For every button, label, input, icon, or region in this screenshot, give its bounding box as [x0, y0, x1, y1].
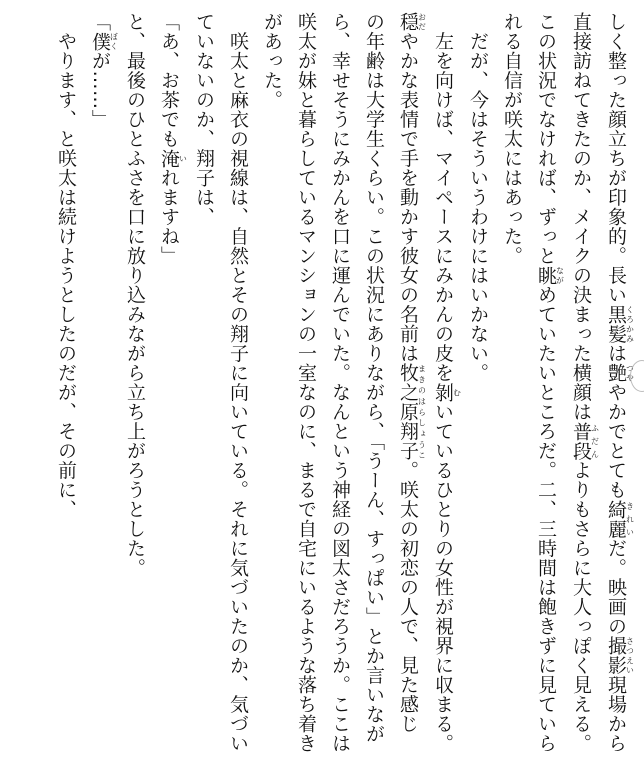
text-line — [323, 12, 357, 764]
ruby-word — [605, 304, 635, 344]
ruby-base: 牧之原翔子 — [397, 363, 419, 461]
text-segment: 左を向けば、マイペースにみかんの皮を — [432, 12, 454, 383]
furigana: きれい — [625, 499, 635, 539]
furigana: おだ — [417, 12, 427, 32]
text-segment: いているひとりの女性が視界に収まる。 — [432, 402, 454, 753]
ruby-word — [605, 499, 635, 539]
text-line — [49, 12, 83, 764]
ruby-word — [432, 382, 462, 403]
ruby-word — [535, 265, 565, 286]
text-line — [255, 12, 289, 764]
text-line — [495, 12, 529, 764]
text-segment: 直接訪ねてきたのか、メイクの決まった横顔は — [570, 12, 592, 422]
text-line — [599, 12, 634, 764]
ruby-word — [605, 636, 635, 675]
text-segment: しく整った顔立ちが印象的。長い — [605, 12, 627, 305]
text-line — [118, 12, 152, 764]
text-segment: だ。映画の — [605, 538, 627, 636]
ruby-base: 綺麗 — [605, 499, 627, 539]
furigana: ぼく — [109, 31, 119, 51]
text-segment: やかでとても — [605, 382, 627, 500]
ruby-word — [158, 148, 188, 169]
furigana: くろかみ — [625, 304, 635, 344]
ruby-base: 眺 — [535, 265, 557, 285]
text-segment: ら、幸せそうにみかんを口に運んでいた。なんという神経の図太さだろうか。ここは — [329, 12, 351, 753]
text-segment: 。咲太の初恋の人で、見た感じ — [397, 460, 419, 734]
ruby-base: 普段 — [570, 421, 592, 461]
vertical-text-body — [49, 12, 634, 764]
text-segment: この状況でなければ、ずっと — [535, 12, 557, 266]
text-segment: 「 — [89, 12, 111, 32]
text-segment: 現場から — [605, 675, 627, 753]
furigana: む — [452, 382, 462, 402]
text-segment: れる自信が咲太にはあった。 — [501, 12, 523, 266]
furigana: い — [178, 148, 188, 168]
text-segment: と、最後のひとふさを口に放り込みながら立ち上がろうとした。 — [124, 12, 146, 578]
text-line — [391, 12, 426, 764]
text-segment: めていたいところだ。二、三時間は飽きずに見ていら — [535, 285, 557, 753]
ruby-word — [89, 31, 119, 52]
ruby-base: 淹 — [158, 148, 180, 168]
text-segment: が……」 — [89, 51, 111, 129]
text-line — [152, 12, 187, 764]
ruby-word — [570, 421, 600, 461]
text-segment: 「あ、お茶でも — [158, 12, 180, 149]
text-segment: 咲太が妹と暮らしているマンションの一室なのに、まるで自宅にいるような落ち着き — [295, 12, 317, 753]
ruby-base: 穏 — [397, 12, 419, 32]
text-line — [426, 12, 461, 764]
text-segment: ていないのか、翔子は、 — [193, 12, 215, 227]
text-segment: よりもさらに大人っぽく見える。 — [570, 460, 592, 753]
text-segment: やります、と咲太は続けようとしたのだが、その前に、 — [55, 12, 77, 519]
text-line — [529, 12, 564, 764]
text-line — [289, 12, 323, 764]
text-line — [461, 12, 495, 764]
text-segment: は — [605, 343, 627, 363]
furigana: つや — [625, 363, 635, 383]
furigana: なが — [555, 265, 565, 285]
text-segment: れますね」 — [158, 168, 180, 266]
text-line — [357, 12, 391, 764]
text-segment: やかな表情で手を動かす彼女の名前は — [397, 31, 419, 363]
ruby-base: 僕 — [89, 31, 111, 51]
ruby-word — [397, 12, 427, 32]
ruby-base: 撮影 — [605, 636, 627, 675]
text-segment: があった。 — [261, 12, 283, 110]
text-segment: 咲太と麻衣の視線は、自然とその翔子に向いている。それに気づいたのか、気づい — [227, 12, 249, 753]
text-line — [83, 12, 118, 764]
furigana: さつえい — [625, 636, 635, 675]
text-line — [187, 12, 221, 764]
ruby-base: 剝 — [432, 382, 454, 402]
furigana: まきのはらしょうこ — [417, 363, 427, 461]
text-segment: だが、今はそういうわけにはいかない。 — [467, 12, 489, 383]
ruby-base: 艶 — [605, 363, 627, 383]
ruby-word — [605, 363, 635, 383]
text-line — [564, 12, 599, 764]
text-line — [221, 12, 255, 764]
ruby-base: 黒髪 — [605, 304, 627, 344]
furigana: ふだん — [590, 421, 600, 461]
ruby-word — [397, 363, 427, 461]
text-segment: の年齢は大学生くらい。この状況にありながら、「うーん、すっぱい」とか言いなが — [363, 12, 385, 744]
